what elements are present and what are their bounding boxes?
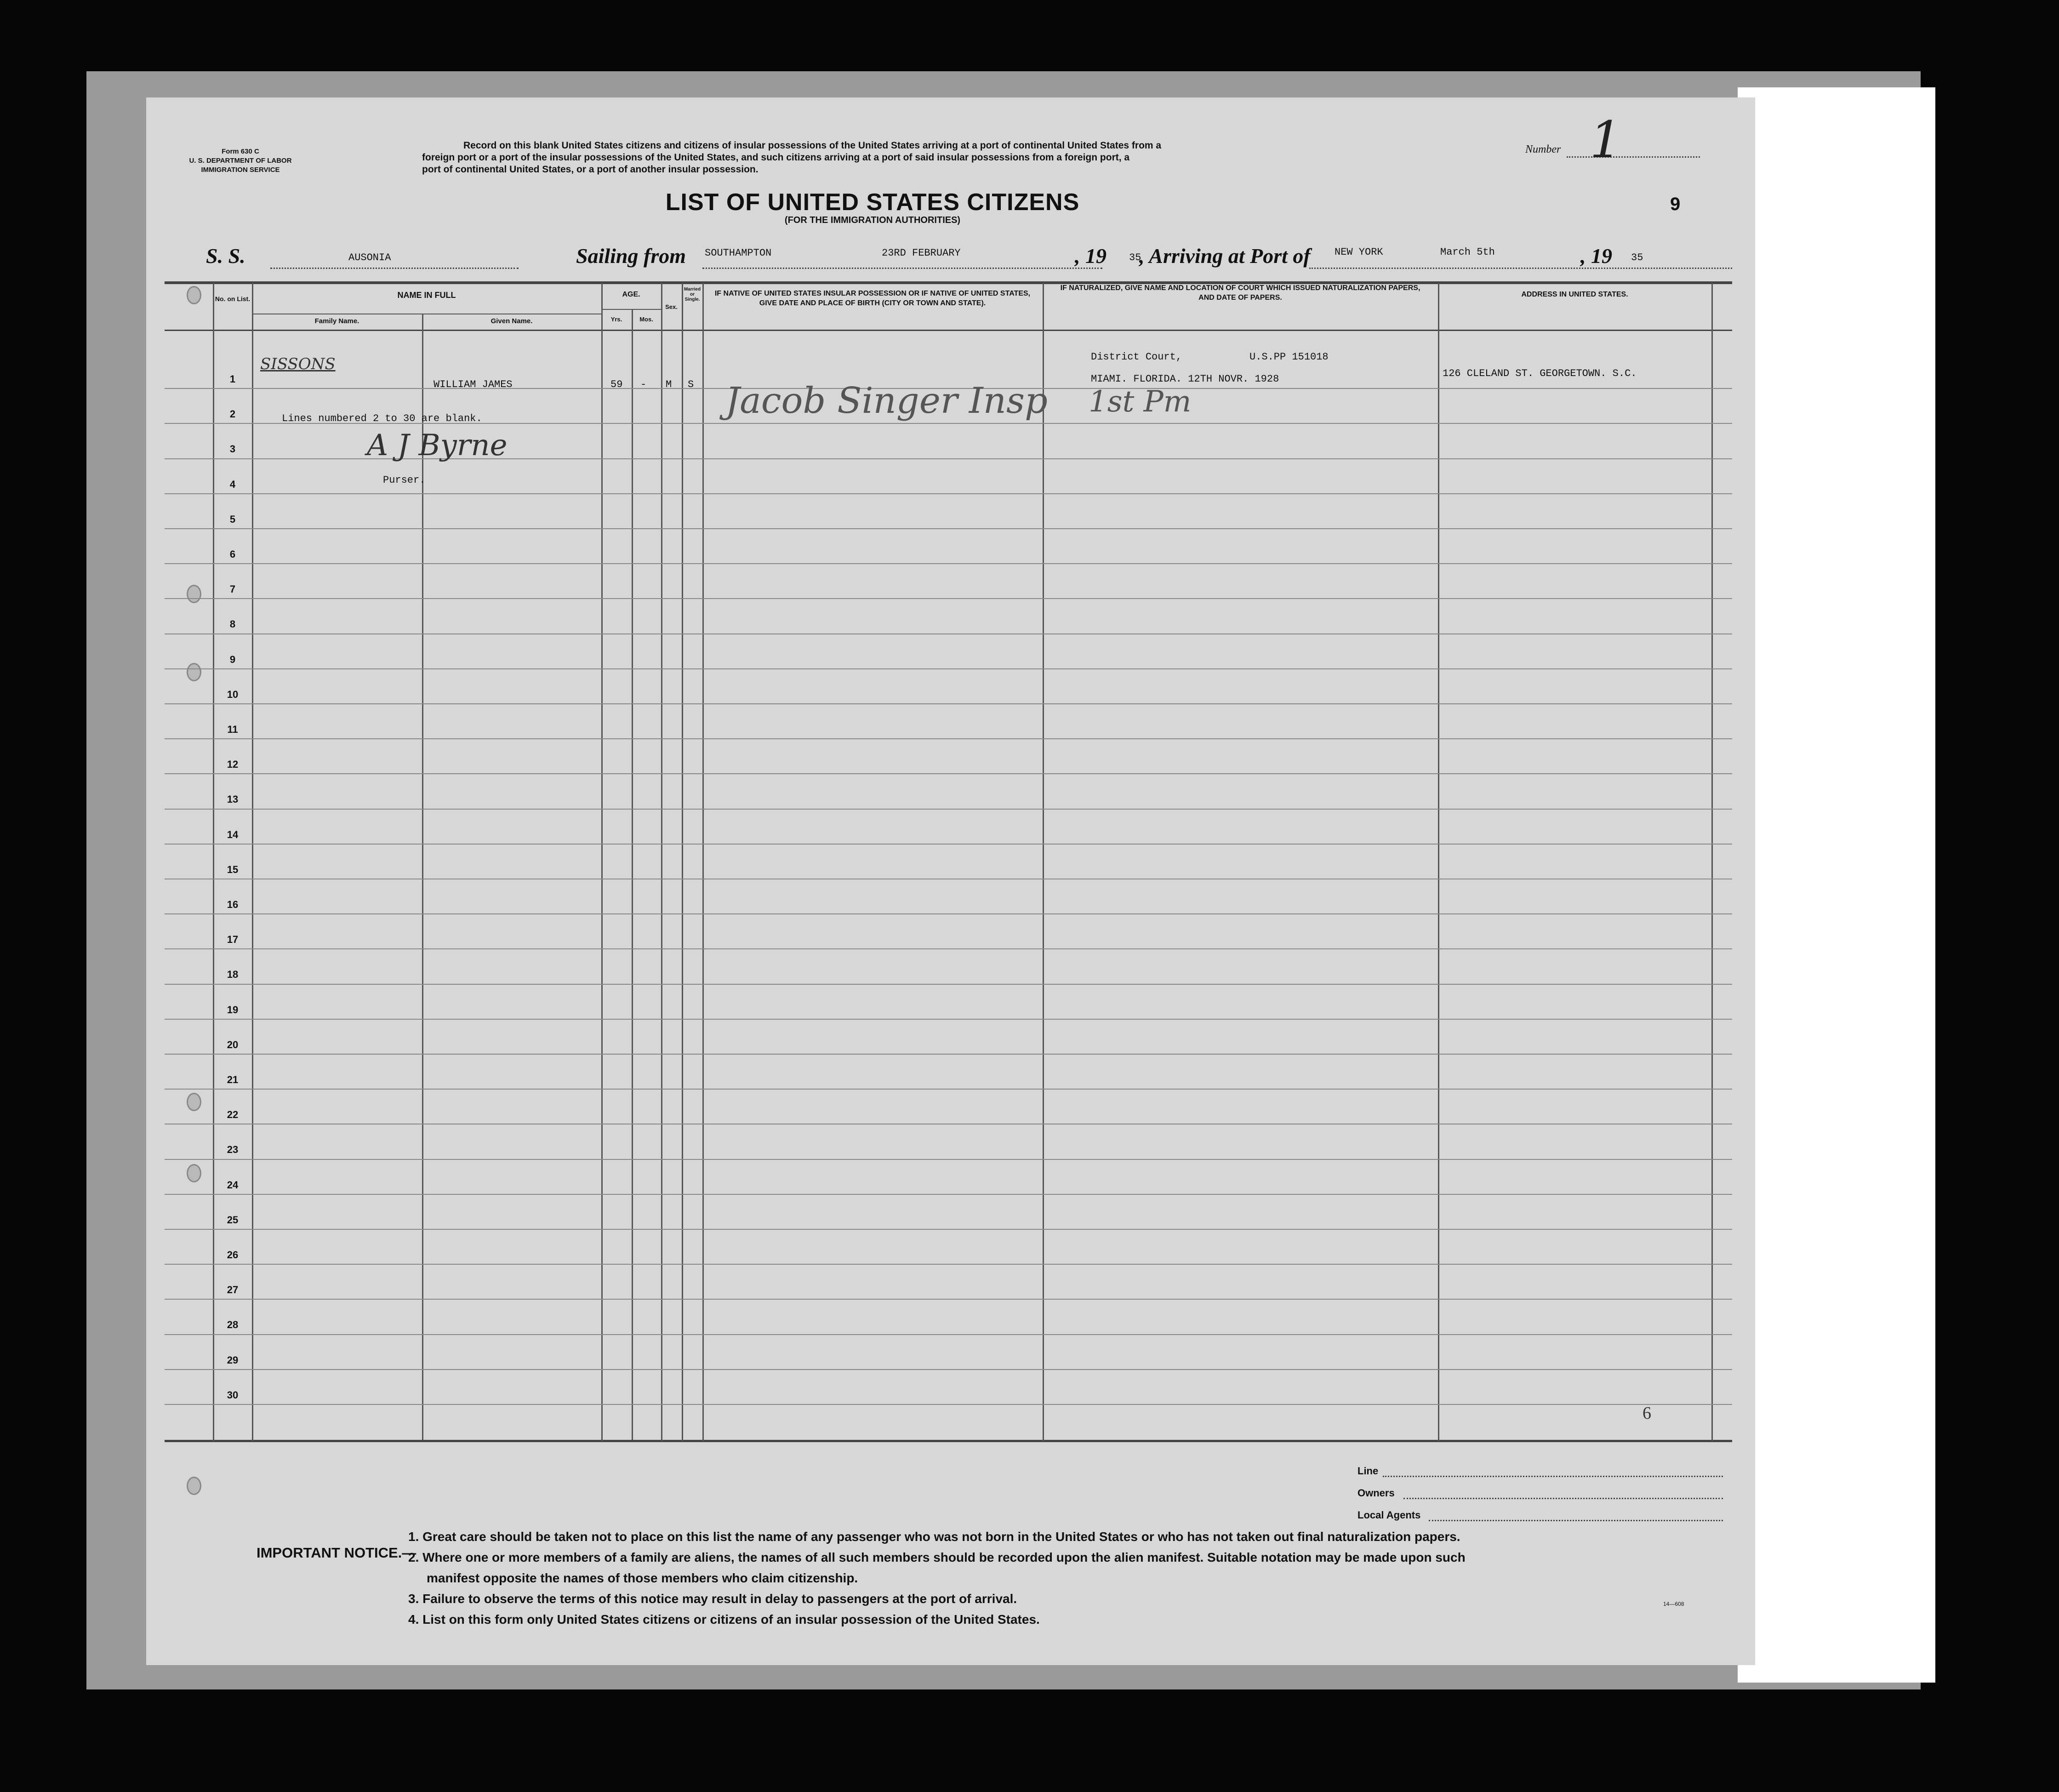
instruction-line: foreign port or a port of the insular possessions of the United States, and such citizens arriving at a port of said insular possessions from a foreign port, a — [422, 152, 1130, 163]
entry-age-mos: - — [640, 379, 647, 390]
notice-item: 4. List on this form only United States citizens or citizens of an insular possession of the United States. — [408, 1612, 1040, 1626]
row-number: 1 — [229, 373, 236, 385]
row-rule — [165, 1299, 1732, 1300]
row-rule — [165, 1089, 1732, 1090]
page-title: LIST OF UNITED STATES CITIZENS — [665, 189, 1080, 216]
row-number: 18 — [227, 969, 239, 981]
col-header-family: Family Name. — [314, 317, 359, 325]
col-header-given: Given Name. — [491, 317, 533, 325]
row-number: 5 — [229, 513, 236, 525]
row-number: 19 — [227, 1004, 239, 1016]
page-number: 9 — [1670, 194, 1681, 214]
sailing-from-label: Sailing from — [576, 244, 686, 268]
row-rule — [165, 913, 1732, 914]
row-rule — [165, 703, 1732, 704]
number-value: 1 — [1590, 110, 1622, 169]
year-1: 35 — [1129, 252, 1141, 263]
col-header-birth: IF NATIVE OF UNITED STATES INSULAR POSSESSION OR IF NATIVE OF UNITED STATES, GIVE DATE AND PLACE OF BIRTH (CITY OR TOWN AND STATE). — [714, 290, 1031, 307]
row-number: 27 — [227, 1284, 239, 1296]
row-number: 20 — [227, 1039, 239, 1050]
port-from: SOUTHAMPTON — [705, 247, 772, 259]
notice-item: 1. Great care should be taken not to place on this list the name of any passenger who was not born in the United States or who has not taken out final naturalization papers. — [408, 1529, 1460, 1544]
instructions — [422, 140, 1161, 176]
table-top-rule — [165, 281, 1732, 284]
row-number: 17 — [227, 934, 239, 946]
date-from: 23RD FEBRUARY — [882, 247, 961, 259]
instruction-line: Record on this blank United States citizens and citizens of insular possessions of the United States arriving at a port of continental United States from a — [463, 140, 1162, 151]
date-to: March 5th — [1440, 246, 1495, 258]
column-divider — [1438, 283, 1439, 1441]
row-rule — [165, 948, 1732, 949]
port-to: NEW YORK — [1335, 246, 1383, 258]
form-id-block — [183, 147, 298, 175]
row-rule — [165, 1019, 1732, 1020]
punch-hole — [187, 1093, 201, 1111]
year-2: 35 — [1631, 252, 1643, 263]
column-divider — [682, 283, 683, 1441]
column-divider — [702, 283, 704, 1441]
notice-item: 3. Failure to observe the terms of this notice may result in delay to passengers at the port of arrival. — [408, 1592, 1017, 1606]
row-number: 16 — [227, 899, 239, 910]
notice-item: manifest opposite the names of those members who claim citizenship. — [427, 1571, 858, 1585]
row-rule — [165, 1334, 1732, 1335]
ss-label: S. S. — [206, 244, 245, 268]
row-rule — [165, 773, 1732, 774]
notice-heading: IMPORTANT NOTICE.— — [257, 1545, 416, 1561]
entry-age-yrs: 59 — [610, 379, 623, 390]
purser-signature: A J Byrne — [367, 428, 508, 462]
row-number: 2 — [229, 408, 236, 420]
punch-hole — [187, 1477, 201, 1495]
footer-line-dotted — [1383, 1476, 1723, 1477]
row-number: 12 — [227, 759, 239, 770]
row-rule — [165, 1194, 1732, 1195]
row-number: 11 — [227, 724, 238, 735]
court-ref: U.S.PP 151018 — [1249, 351, 1329, 363]
row-number: 23 — [227, 1144, 239, 1156]
row-number: 26 — [227, 1249, 239, 1261]
col-header-married: Married or Single. — [684, 287, 701, 302]
entry-sex: M — [666, 379, 672, 390]
row-rule — [165, 738, 1732, 739]
row-number: 28 — [227, 1319, 239, 1331]
footer-agents-label: Local Agents — [1357, 1509, 1421, 1521]
footer-agents-dotted — [1429, 1520, 1723, 1521]
entry-family-name: SISSONS — [260, 355, 336, 373]
column-divider — [632, 309, 633, 1440]
footer-line-label: Line — [1357, 1465, 1379, 1477]
row-number: 7 — [229, 583, 236, 595]
number-label: Number — [1525, 143, 1561, 155]
form-number: Form 630 C — [222, 148, 259, 155]
court-line-1: District Court, — [1091, 351, 1182, 363]
row-number: 4 — [229, 478, 236, 490]
column-divider — [1043, 283, 1044, 1441]
row-number: 30 — [227, 1389, 239, 1401]
col-header-name: NAME IN FULL — [397, 291, 456, 300]
arriving-label: , Arriving at Port of — [1139, 244, 1311, 268]
row-rule — [165, 984, 1732, 985]
col-header-no: No. on List. — [215, 295, 251, 302]
column-divider — [213, 283, 214, 1441]
row-number: 15 — [227, 863, 239, 875]
court-handwritten: 1st Pm — [1089, 385, 1192, 419]
notice-items — [408, 1526, 1466, 1630]
adjacent-sheet — [1738, 87, 1935, 1683]
row-number: 13 — [227, 793, 239, 805]
entry-married: S — [688, 379, 694, 390]
row-rule — [165, 1369, 1732, 1370]
purser-title: Purser. — [383, 474, 426, 486]
ship-name: AUSONIA — [348, 252, 391, 263]
row-number: 22 — [227, 1109, 239, 1121]
punch-hole — [187, 286, 201, 304]
entry-given-name: WILLIAM JAMES — [433, 379, 513, 390]
row-rule — [165, 563, 1732, 564]
row-rule — [165, 1054, 1732, 1055]
row-rule — [165, 598, 1732, 599]
blank-lines-note: Lines numbered 2 to 30 are blank. — [282, 413, 482, 424]
punch-hole — [187, 663, 201, 681]
row-number: 21 — [227, 1074, 239, 1085]
sailing-dotted-line — [702, 268, 1102, 269]
footer-owners-label: Owners — [1357, 1487, 1395, 1499]
col-header-yrs: Yrs. — [610, 316, 622, 323]
row-number: 9 — [229, 653, 236, 665]
row-number: 10 — [227, 688, 239, 700]
instruction-line: port of continental United States, or a port of another insular possession. — [422, 164, 759, 175]
header-bottom-rule — [165, 330, 1732, 331]
corner-mark: 6 — [1643, 1404, 1651, 1423]
row-rule — [165, 493, 1732, 494]
service-name: IMMIGRATION SERVICE — [201, 166, 280, 174]
row-rule — [165, 1264, 1732, 1265]
manifest-page — [146, 97, 1755, 1665]
number-dotted-line — [1567, 156, 1700, 158]
row-rule — [165, 528, 1732, 529]
department-name: U. S. DEPARTMENT OF LABOR — [189, 157, 292, 165]
punch-hole — [187, 585, 201, 603]
col-header-age: AGE. — [622, 291, 640, 298]
print-code: 14—608 — [1663, 1601, 1684, 1607]
ship-dotted-line — [270, 268, 519, 269]
page-subtitle: (FOR THE IMMIGRATION AUTHORITIES) — [784, 215, 961, 225]
row-rule — [165, 1159, 1732, 1160]
row-rule — [165, 668, 1732, 669]
row-number: 3 — [229, 443, 236, 455]
court-line-2: MIAMI. FLORIDA. 12TH NOVR. 1928 — [1091, 373, 1279, 385]
entry-address: 126 CLELAND ST. GEORGETOWN. S.C. — [1443, 368, 1637, 379]
row-rule — [165, 1229, 1732, 1230]
col-header-address: ADDRESS IN UNITED STATES. — [1521, 291, 1628, 298]
inspector-signature: Jacob Singer Insp — [725, 380, 1048, 422]
row-rule — [165, 844, 1732, 845]
table-bottom-rule — [165, 1440, 1732, 1442]
column-divider — [661, 283, 662, 1441]
row-rule — [165, 1404, 1732, 1405]
row-number: 25 — [227, 1214, 239, 1226]
footer-owners-dotted — [1403, 1498, 1723, 1499]
notice-item: 2. Where one or more members of a family are aliens, the names of all such members should be recorded upon the alien manifest. Suitable notation may be made upon such — [408, 1550, 1466, 1564]
year-prefix-1: , 19 — [1075, 244, 1106, 268]
row-number: 8 — [229, 618, 236, 630]
column-divider — [252, 283, 253, 1441]
col-header-naturalized: IF NATURALIZED, GIVE NAME AND LOCATION OF COURT WHICH ISSUED NATURALIZATION PAPERS, AND DATE OF PAPERS. — [1060, 284, 1420, 302]
age-subheader-rule — [601, 309, 661, 310]
row-number: 29 — [227, 1354, 239, 1366]
row-rule — [165, 633, 1732, 634]
arriving-dotted-line — [1309, 268, 1732, 269]
punch-hole — [187, 1164, 201, 1182]
column-divider — [1711, 283, 1713, 1441]
row-number: 14 — [227, 828, 239, 840]
column-divider — [601, 283, 603, 1441]
col-header-sex: Sex. — [665, 303, 678, 310]
row-number: 6 — [229, 548, 236, 560]
year-prefix-2: , 19 — [1580, 244, 1612, 268]
col-header-mos: Mos. — [639, 316, 653, 323]
row-number: 24 — [227, 1179, 239, 1191]
row-rule — [165, 809, 1732, 810]
